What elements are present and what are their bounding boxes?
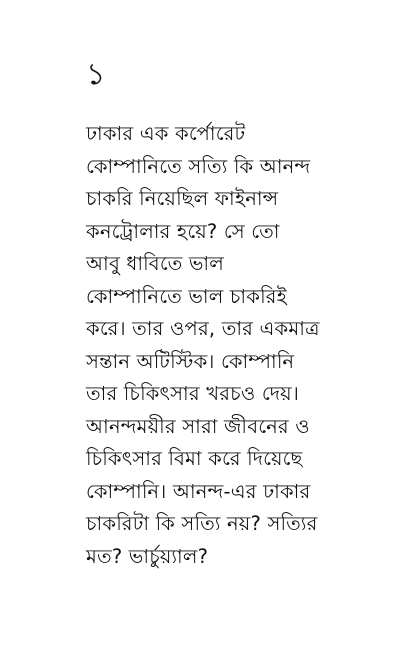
text-line: কনট্রোলার হয়ে? সে তো: [86, 219, 280, 243]
text-line: করে। তার ওপর, তার একমাত্র: [86, 317, 320, 340]
text-line: মত? ভার্চুয়্যাল?: [86, 544, 209, 568]
body-paragraph: [86, 118, 386, 573]
chapter-number: ১: [86, 57, 106, 92]
text-line: কোম্পানি। আনন্দ-এর ঢাকার: [86, 479, 311, 503]
text-line: ঢাকার এক কর্পোরেট: [86, 122, 246, 145]
text-line: চিকিৎসার বিমা করে দিয়েছে: [86, 447, 303, 470]
text-line: চাকরিটা কি সত্যি নয়? সত্যির: [86, 512, 318, 535]
text-line: চাকরি নিয়েছিল ফাইনান্স: [86, 187, 279, 210]
text-line: আবু ধাবিতে ভাল: [86, 252, 224, 275]
text-line: আনন্দময়ীর সারা জীবনের ও: [86, 414, 310, 438]
text-line: তার চিকিৎসার খরচও দেয়।: [86, 382, 300, 405]
text-line: কোম্পানিতে সত্যি কি আনন্দ: [86, 154, 311, 178]
text-line: কোম্পানিতে ভাল চাকরিই: [86, 284, 287, 308]
text-line: সন্তান অটিস্টিক। কোম্পানি: [86, 349, 295, 373]
